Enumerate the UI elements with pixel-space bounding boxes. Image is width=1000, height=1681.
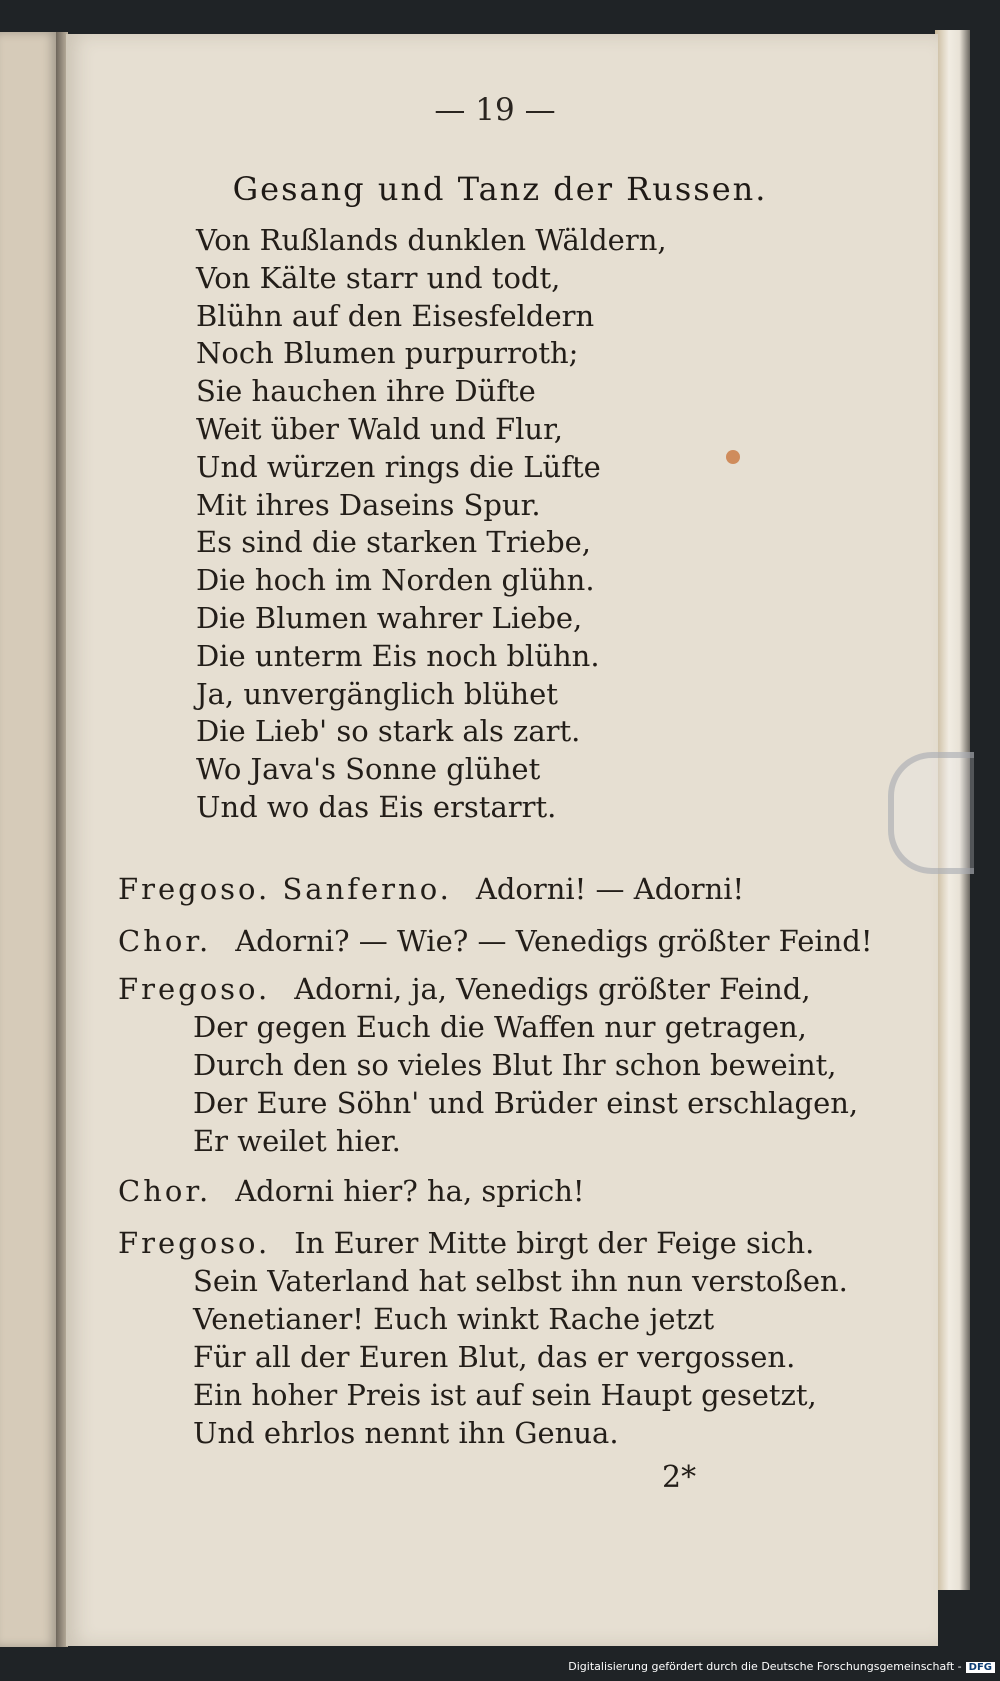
dfg-logo: DFG [966,1662,995,1673]
song-line: Mit ihres Daseins Spur. [196,487,541,522]
dialogue-line: Ein hoher Preis ist auf sein Haupt gesetzt, [193,1378,817,1412]
song-line: Es sind die starken Triebe, [196,525,592,560]
song-line: Ja, unvergänglich blühet [196,676,558,711]
dialogue-line: Der Eure Söhn' und Brüder einst erschlagen, [193,1086,859,1120]
dialogue-entry [118,1224,868,1452]
digitization-credit [500,1660,995,1673]
song-line: Noch Blumen purpurroth; [196,336,579,371]
dialogue-line: Durch den so vieles Blut Ihr schon beweint, [193,1048,837,1082]
song-line: Und wo das Eis erstarrt. [196,789,557,824]
dialogue-line: Adorni! — Adorni! [475,872,745,906]
dialogue-line: Adorni? — Wie? — Venedigs größter Feind! [235,924,873,958]
song-line: Von Kälte starr und todt, [196,260,561,295]
song-line: Weit über Wald und Flur, [196,411,563,446]
dialogue-line: Für all der Euren Blut, das er vergossen. [193,1340,796,1374]
left-page-edge [0,32,58,1647]
song-line: Die hoch im Norden glühn. [196,563,595,598]
song-line: Die Lieb' so stark als zart. [196,714,581,749]
dialogue-line: Sein Vaterland hat selbst ihn nun verstoßen. [193,1264,848,1298]
song-line: Blühn auf den Eisesfeldern [196,298,595,333]
speaker-name: Fregoso. [118,1226,271,1260]
credit-text: Digitalisierung gefördert durch die Deutsche Forschungsgemeinschaft - [568,1660,962,1673]
page-number: — 19 — [434,92,556,128]
dialogue-entry [118,870,868,908]
song-line: Die unterm Eis noch blühn. [196,638,600,673]
speaker-name: Fregoso. Sanferno. [118,872,452,906]
dialogue-entry [118,922,873,960]
dialogue-line: Venetianer! Euch winkt Rache jetzt [193,1302,715,1336]
dialogue-line: Und ehrlos nennt ihn Genua. [193,1416,619,1450]
song-line: Wo Java's Sonne glühet [196,752,541,787]
page-clip [888,752,974,874]
song-line: Und würzen rings die Lüfte [196,449,601,484]
dialogue-entry [118,970,868,1160]
dialogue-entry [118,1172,868,1210]
speaker-name: Fregoso. [118,972,271,1006]
dialogue-line: Der gegen Euch die Waffen nur getragen, [193,1010,807,1044]
song-text [196,222,756,827]
signature-mark: 2* [662,1460,697,1495]
song-line: Die Blumen wahrer Liebe, [196,600,583,635]
speaker-name: Chor. [118,1174,212,1208]
speaker-name: Chor. [118,924,212,958]
song-heading: Gesang und Tanz der Russen. [232,170,768,208]
dialogue-line: Er weilet hier. [193,1124,401,1158]
dialogue-line: Adorni hier? ha, sprich! [235,1174,585,1208]
song-line: Von Rußlands dunklen Wäldern, [196,223,667,257]
dialogue-line: In Eurer Mitte birgt der Feige sich. [294,1226,815,1260]
dialogue-line: Adorni, ja, Venedigs größter Feind, [294,972,811,1006]
song-line: Sie hauchen ihre Düfte [196,374,536,409]
